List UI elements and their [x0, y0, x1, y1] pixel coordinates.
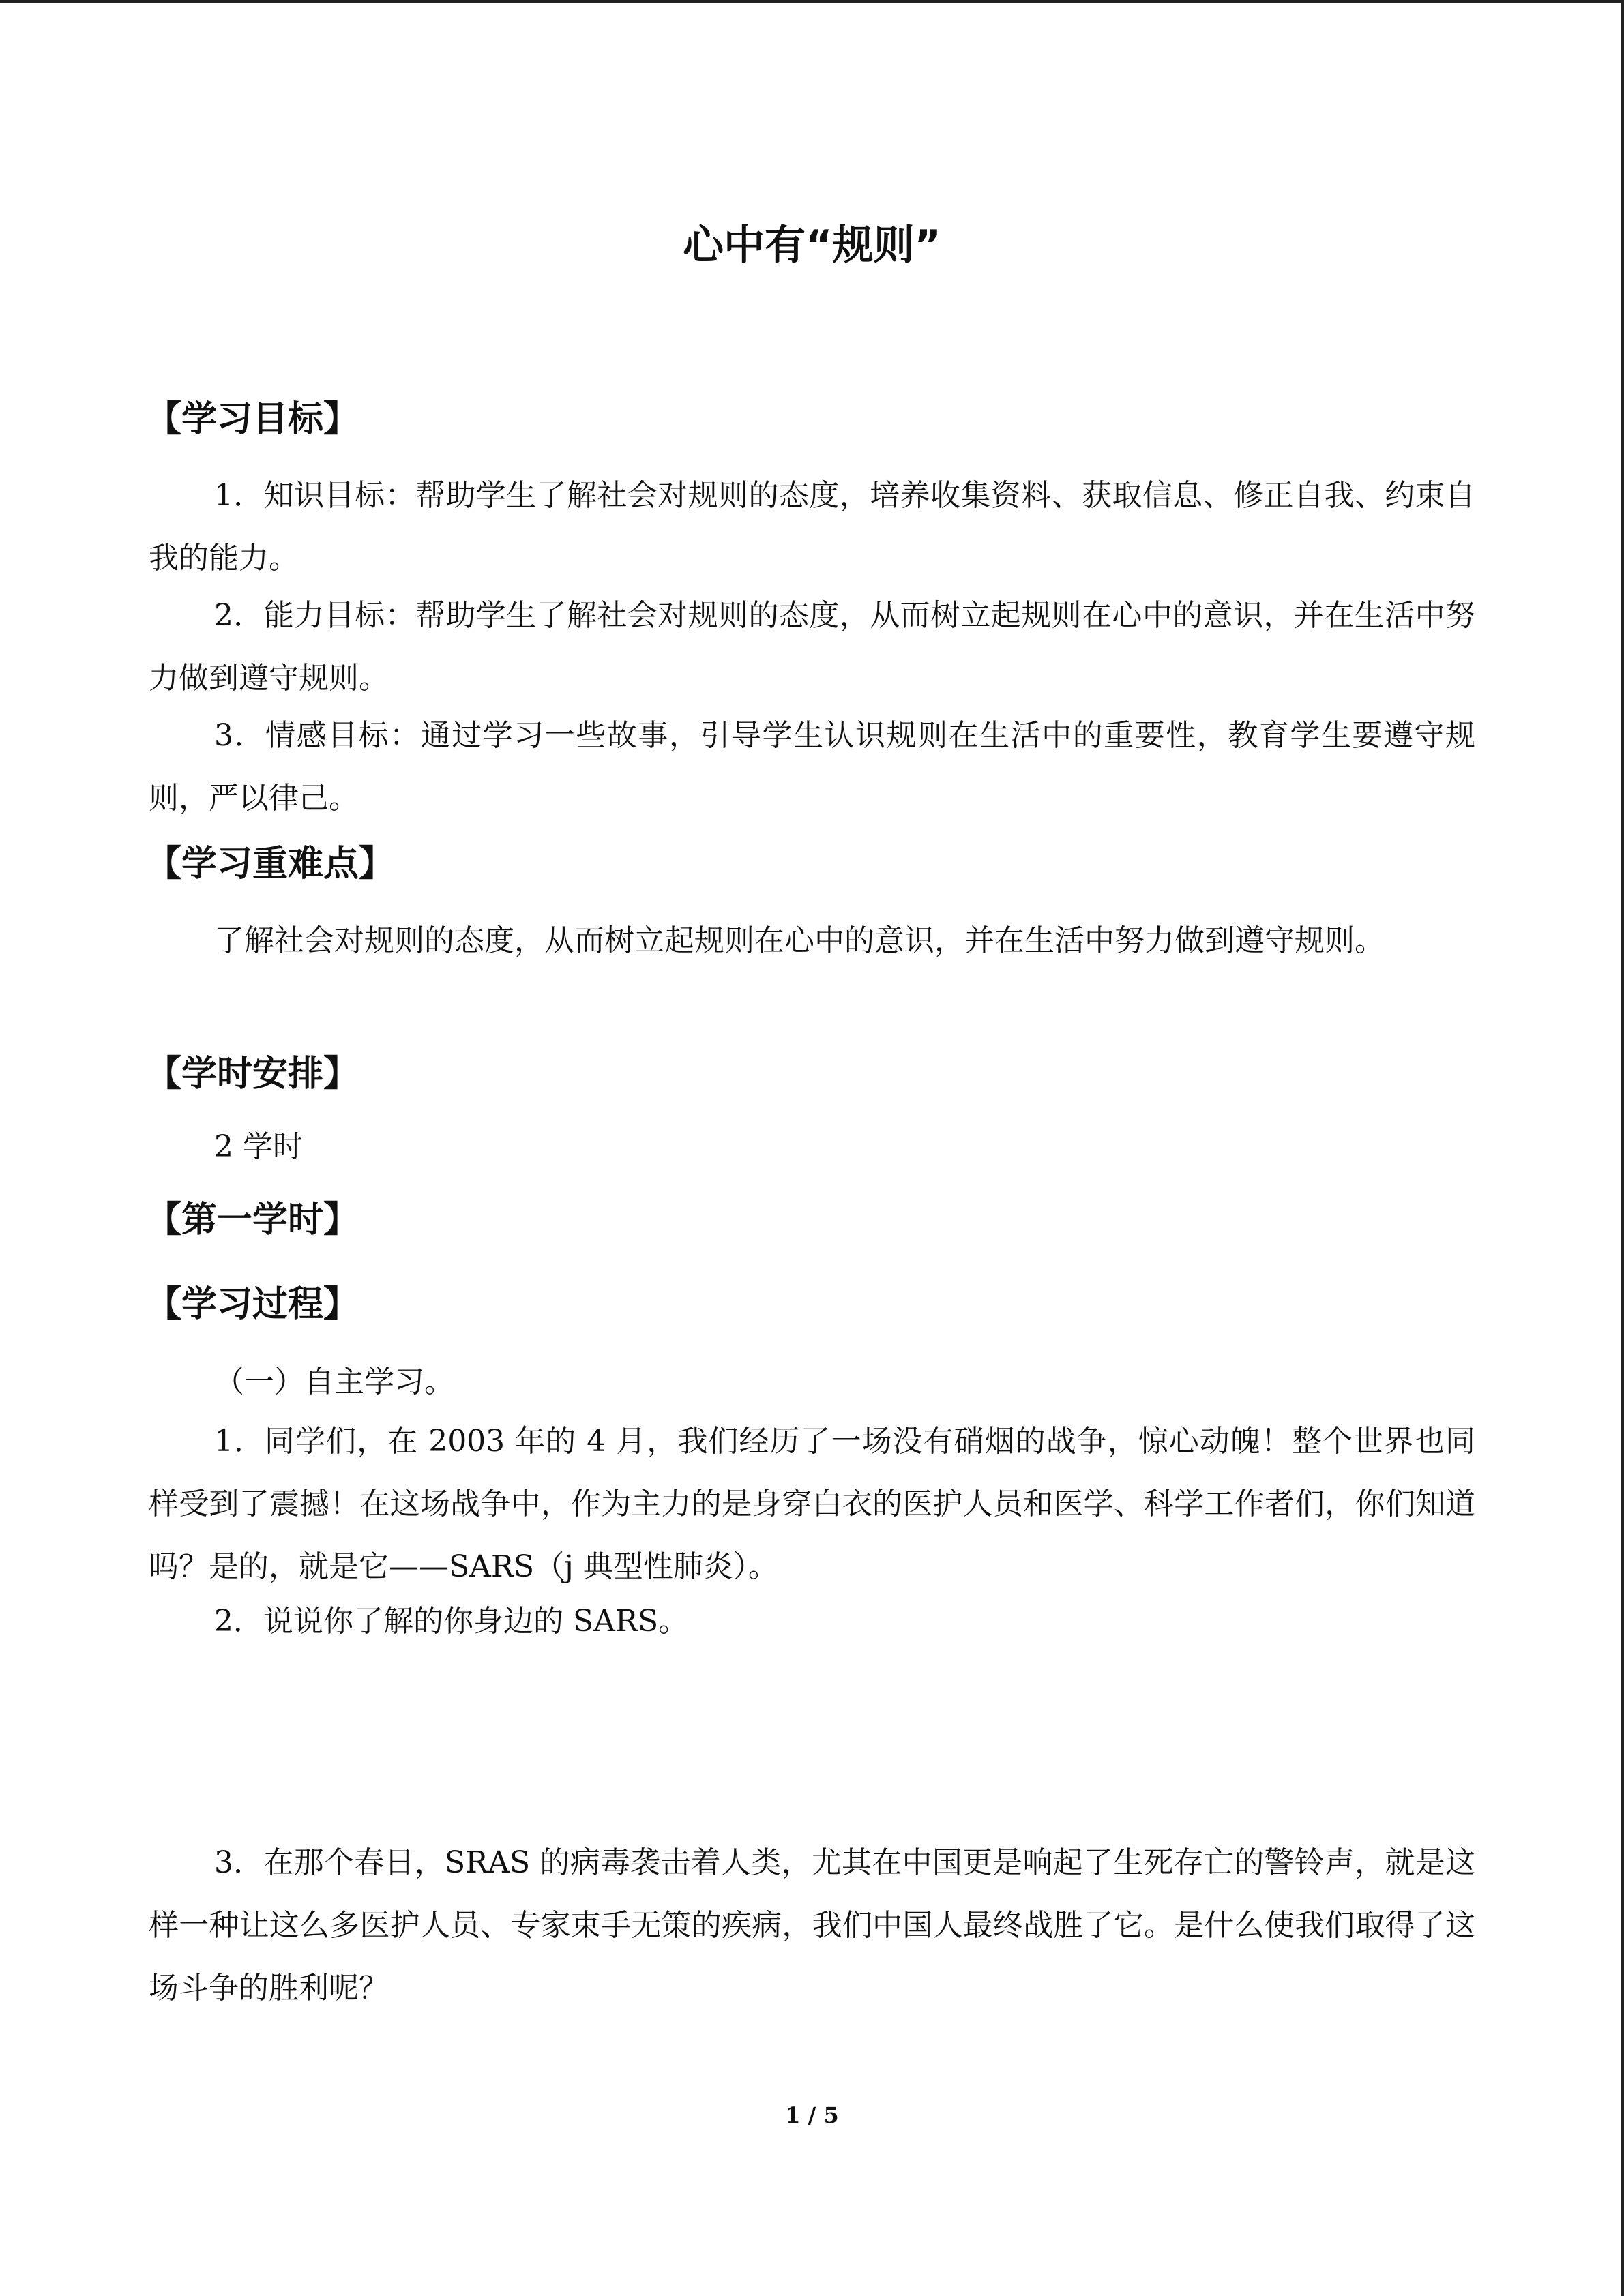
process-item-1: 1．同学们，在 2003 年的 4 月，我们经历了一场没有硝烟的战争，惊心动魄！整个世界也同样受到了震撼！在这场战争中，作为主力的是身穿白衣的医护人员和医学、科学工作者们，你们知道吗？是的，就是它——SARS（j 典型性肺炎）。 — [149, 1424, 1475, 1584]
key-points-heading: 【学习重难点】 — [146, 844, 395, 884]
page-title: 心中有“规则” — [683, 222, 941, 269]
top-border — [0, 0, 1624, 3]
process-heading: 【学习过程】 — [146, 1284, 359, 1325]
process-item-2: 2．说说你了解的你身边的 SARS。 — [214, 1604, 689, 1639]
objectives-heading: 【学习目标】 — [146, 399, 359, 440]
objective-item-1: 1．知识目标：帮助学生了解社会对规则的态度，培养收集资料、获取信息、修正自我、约束自我的能力。 — [149, 478, 1475, 576]
right-border — [1621, 0, 1624, 2296]
objective-item-3: 3．情感目标：通过学习一些故事，引导学生认识规则在生活中的重要性，教育学生要遵守规则，严以律己。 — [149, 718, 1475, 816]
objective-item-2: 2．能力目标：帮助学生了解社会对规则的态度，从而树立起规则在心中的意识，并在生活中努力做到遵守规则。 — [149, 598, 1475, 696]
process-item-3: 3．在那个春日，SRAS 的病毒袭击着人类，尤其在中国更是响起了生死存亡的警铃声，就是这样一种让这么多医护人员、专家束手无策的疾病，我们中国人最终战胜了它。是什么使我们取得了这场斗争的胜利呢？ — [149, 1845, 1475, 2006]
first-period-heading: 【第一学时】 — [146, 1199, 359, 1240]
page-number: 1 / 5 — [785, 2102, 839, 2128]
schedule-heading: 【学时安排】 — [146, 1054, 359, 1094]
key-points-text: 了解社会对规则的态度，从而树立起规则在心中的意识，并在生活中努力做到遵守规则。 — [214, 923, 1385, 958]
schedule-text: 2 学时 — [214, 1129, 303, 1164]
process-subheading: （一）自主学习。 — [214, 1365, 454, 1399]
